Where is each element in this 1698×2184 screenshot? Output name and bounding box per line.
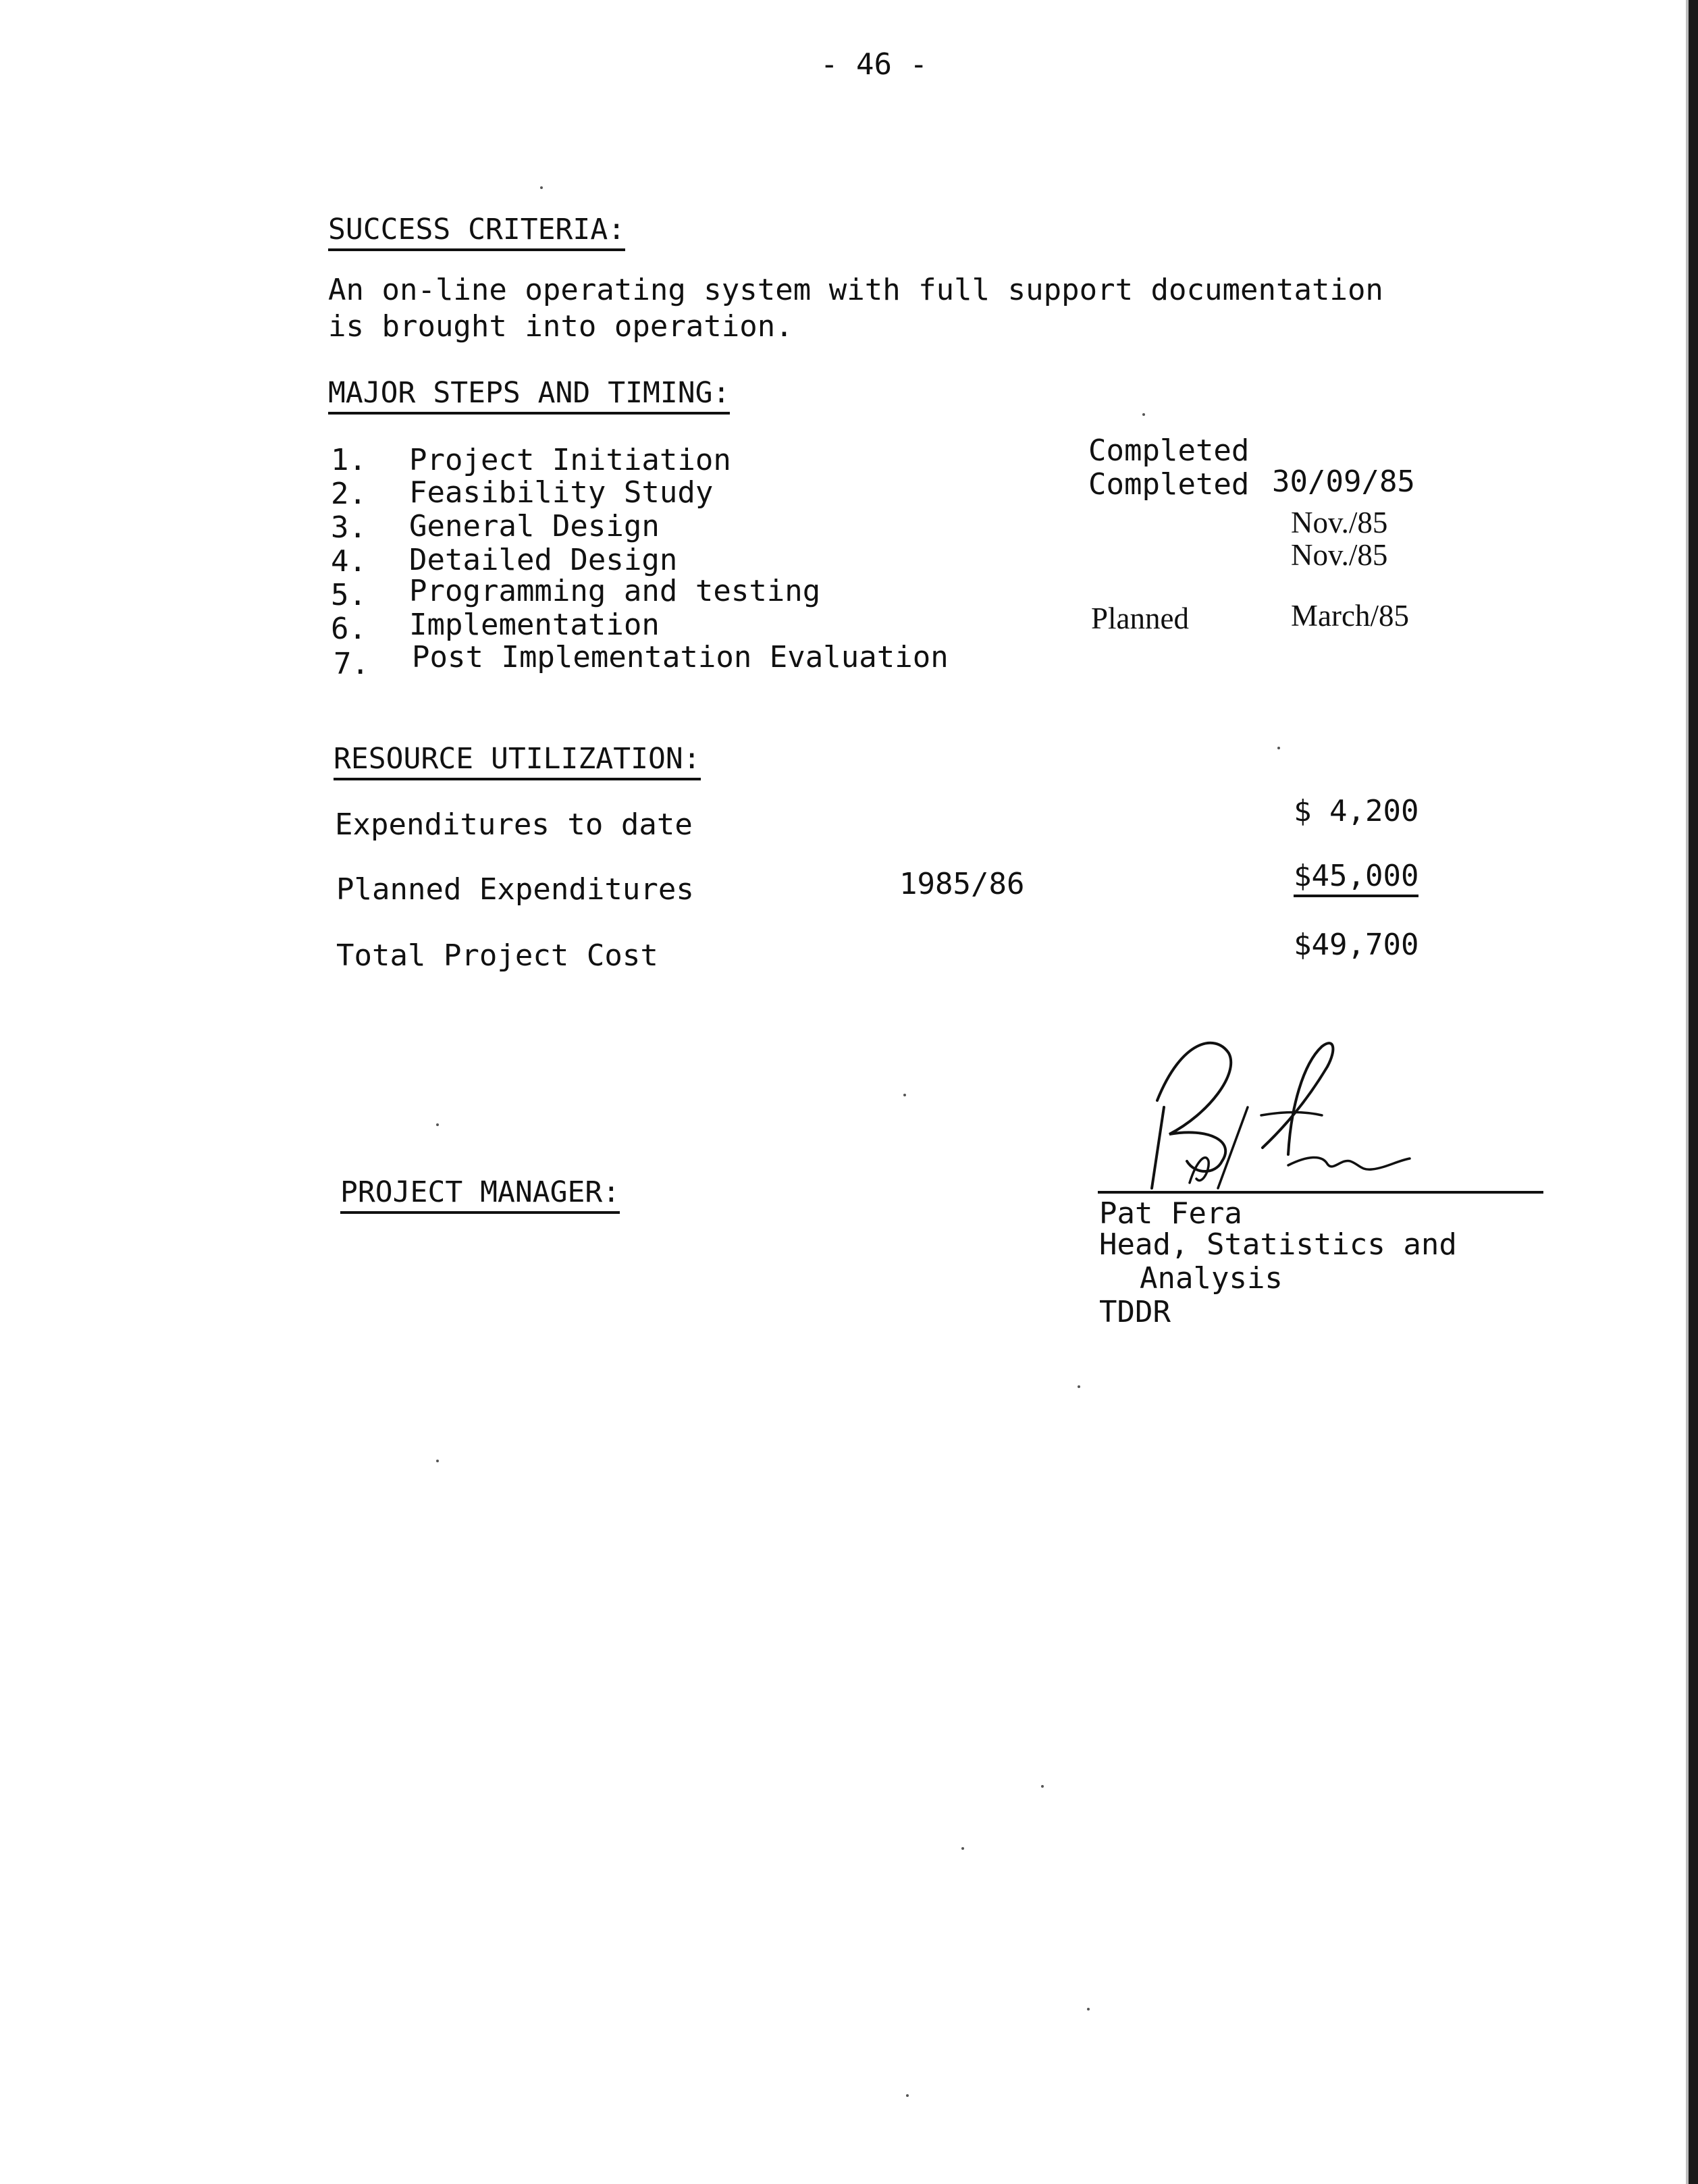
- scan-speck: [1277, 747, 1280, 749]
- step-label: Feasibility Study: [409, 475, 714, 510]
- project-manager-heading: PROJECT MANAGER:: [340, 1175, 620, 1214]
- step-label: Programming and testing: [409, 574, 821, 608]
- step-status: Completed: [1088, 467, 1250, 502]
- step-number: 3.: [331, 510, 367, 545]
- resource-amount: $ 4,200: [1294, 794, 1419, 828]
- manager-title-line2: Analysis: [1140, 1261, 1283, 1296]
- page-number: - 46 -: [820, 47, 928, 82]
- step-date: 30/09/85: [1272, 464, 1415, 499]
- signature: [1107, 1026, 1458, 1215]
- resource-amount: $49,700: [1294, 928, 1419, 962]
- success-criteria-text-line2: is brought into operation.: [328, 309, 793, 344]
- step-number: 6.: [331, 612, 367, 646]
- step-date: Nov./85: [1291, 538, 1388, 572]
- resource-label: Expenditures to date: [335, 807, 693, 842]
- scan-speck: [540, 186, 543, 189]
- success-criteria-text-line1: An on-line operating system with full support documentation: [328, 273, 1383, 307]
- step-date: March/85: [1291, 599, 1409, 633]
- step-number: 2.: [331, 477, 367, 511]
- page-edge: [1689, 0, 1698, 2184]
- step-label: Detailed Design: [409, 543, 678, 577]
- step-number: 4.: [331, 544, 367, 579]
- resource-utilization-heading: RESOURCE UTILIZATION:: [334, 741, 701, 780]
- step-label: Post Implementation Evaluation: [412, 640, 949, 674]
- step-number: 7.: [334, 647, 369, 681]
- major-steps-heading: MAJOR STEPS AND TIMING:: [328, 375, 730, 415]
- resource-label: Total Project Cost: [336, 938, 658, 973]
- step-label: Implementation: [409, 608, 660, 642]
- step-label: Project Initiation: [409, 443, 731, 477]
- scan-speck: [1078, 1385, 1080, 1388]
- scan-speck: [436, 1460, 439, 1462]
- scan-speck: [961, 1847, 964, 1850]
- step-number: 1.: [331, 443, 367, 477]
- step-date: Nov./85: [1291, 506, 1388, 539]
- manager-title-line1: Head, Statistics and: [1099, 1227, 1457, 1262]
- scan-speck: [1041, 1785, 1044, 1788]
- manager-org: TDDR: [1099, 1295, 1171, 1329]
- scan-speck: [1142, 413, 1145, 416]
- step-status: Completed: [1088, 433, 1250, 468]
- scan-speck: [903, 1094, 906, 1096]
- signature-line: [1098, 1191, 1543, 1194]
- resource-period: 1985/86: [899, 867, 1025, 901]
- scan-speck: [1087, 2008, 1090, 2010]
- scan-speck: [906, 2094, 909, 2097]
- scan-speck: [436, 1123, 439, 1126]
- step-label: General Design: [409, 509, 660, 543]
- resource-amount: $45,000: [1294, 859, 1418, 897]
- step-status: Planned: [1091, 602, 1189, 635]
- success-criteria-heading: SUCCESS CRITERIA:: [328, 212, 625, 251]
- resource-label: Planned Expenditures: [336, 872, 694, 907]
- manager-name: Pat Fera: [1099, 1196, 1242, 1231]
- step-number: 5.: [331, 578, 367, 612]
